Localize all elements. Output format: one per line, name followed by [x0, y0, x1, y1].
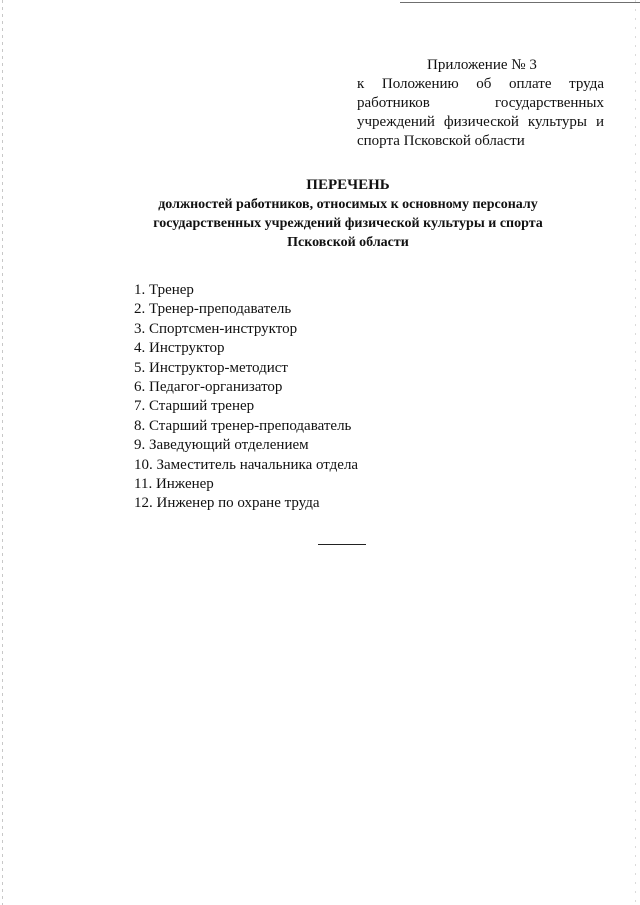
list-item: 11. Инженер	[134, 476, 214, 493]
annex-reference	[357, 75, 604, 151]
list-item: 8. Старший тренер-преподаватель	[134, 417, 352, 434]
annex-line: спорта Псковской области	[357, 133, 525, 149]
list-item: 12. Инженер по охране труда	[134, 495, 320, 512]
scan-edge-left	[2, 0, 3, 905]
list-item: 6. Педагог-организатор	[134, 379, 283, 396]
document-subtitle	[0, 195, 640, 252]
scan-edge-top	[400, 2, 640, 3]
annex-line: учреждений физической культуры и	[357, 114, 604, 130]
list-item: 5. Инструктор-методист	[134, 359, 288, 376]
list-item: 7. Старший тренер	[134, 398, 255, 415]
end-divider	[318, 544, 366, 545]
list-item: 9. Заведующий отделением	[134, 437, 309, 454]
positions-list	[134, 281, 358, 514]
subtitle-line: должностей работников, относимых к основному персоналу	[158, 197, 538, 212]
list-item: 3. Спортсмен-инструктор	[134, 320, 298, 337]
annex-line: к Положению об оплате труда	[357, 76, 604, 92]
annex-title: Приложение № 3	[427, 57, 537, 73]
list-item: 10. Заместитель начальника отдела	[134, 456, 359, 473]
annex-line: работников государственных	[357, 95, 604, 111]
document-title: ПЕРЕЧЕНЬ	[306, 177, 390, 193]
list-item: 2. Тренер-преподаватель	[134, 301, 292, 318]
subtitle-line: государственных учреждений физической культуры и спорта	[153, 216, 543, 231]
list-item: 4. Инструктор	[134, 340, 225, 357]
list-item: 1. Тренер	[134, 282, 194, 298]
scan-edge-right	[635, 0, 636, 905]
subtitle-line: Псковской области	[287, 235, 409, 250]
